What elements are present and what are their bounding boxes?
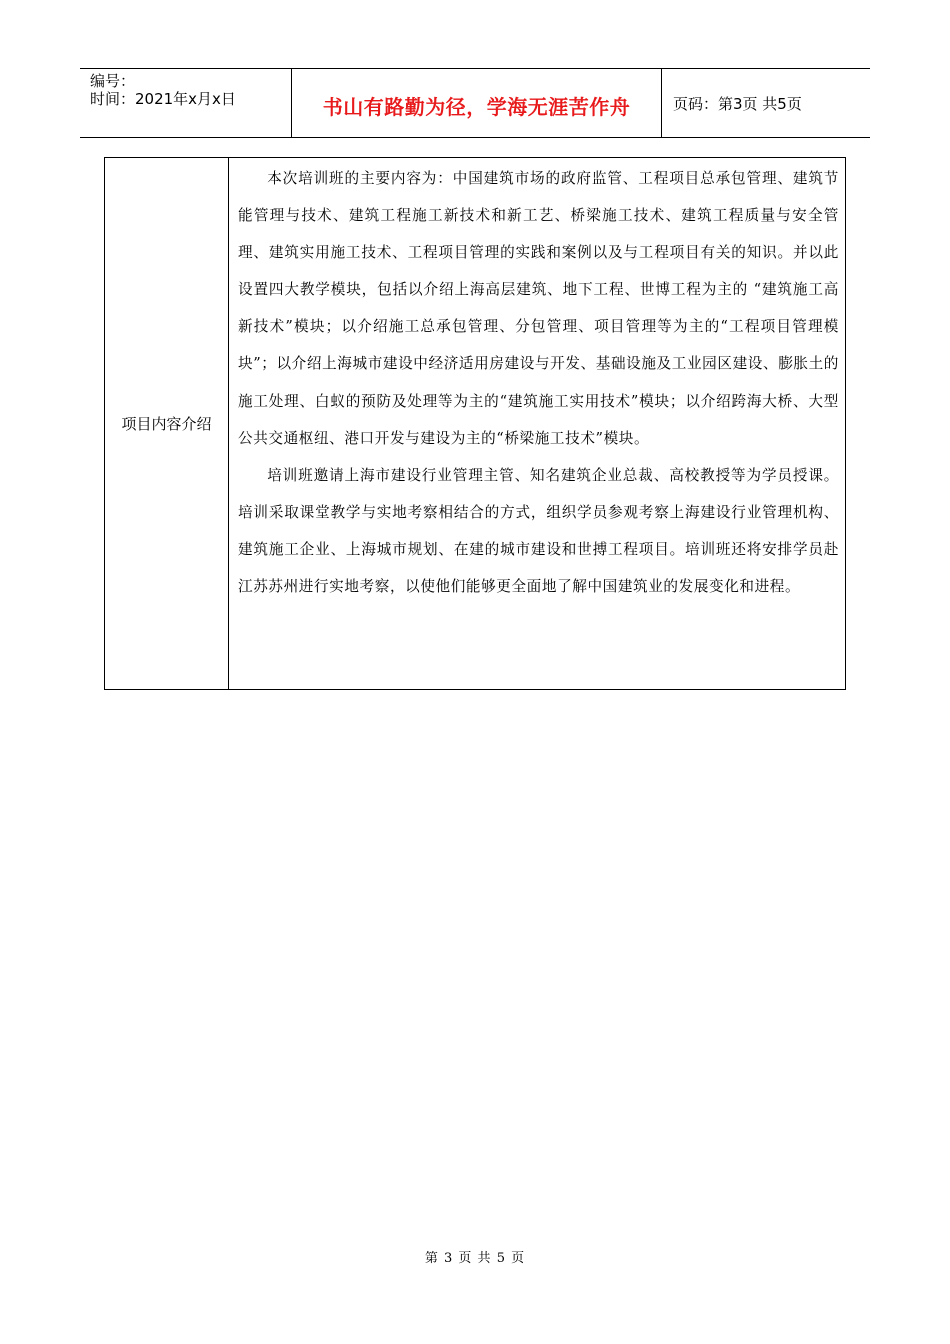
document-time-label: 时间：2021年x月x日 <box>90 90 236 108</box>
page-footer: 第 3 页 共 5 页 <box>424 1251 526 1266</box>
document-number-label: 编号： <box>90 72 136 90</box>
page-header <box>80 68 870 138</box>
content-paragraph: 本次培训班的主要内容为：中国建筑市场的政府监管、工程项目总承包管理、建筑节能管理与技术、建筑工程施工新技术和新工艺、桥梁施工技术、建筑工程质量与安全管理、建筑实用施工技术、工程项目管理的实践和案例以及与工程项目有关的知识。并以此设置四大教学模块，包括以介绍上海高层建筑、地下工程、世博工程为主的 “建筑施工高新技术”模块；以介绍施工总承包管理、分包管理、项目管理等为主的“工程项目管理模块”；以介绍上海城市建设中经济适用房建设与开发、基础设施及工业园区建设、膨胀土的施工处理、白蚁的预防及处理等为主的“建筑施工实用技术”模块；以介绍跨海大桥、大型公共交通枢纽、港口开发与建设为主的“桥梁施工技术”模块。 <box>238 170 839 447</box>
content-table <box>104 157 846 690</box>
header-meta <box>80 69 292 137</box>
header-motto: 书山有路勤为径，学海无涯苦作舟 <box>292 69 662 137</box>
row-label: 项目内容介绍 <box>105 158 229 689</box>
row-content <box>229 158 845 689</box>
content-paragraph: 培训班邀请上海市建设行业管理主管、知名建筑企业总裁、高校教授等为学员授课。培训采取课堂教学与实地考察相结合的方式，组织学员参观考察上海建设行业管理机构、建筑施工企业、上海城市规划、在建的城市建设和世搏工程项目。培训班还将安排学员赴江苏苏州进行实地考察，以使他们能够更全面地了解中国建筑业的发展变化和进程。 <box>238 466 839 596</box>
header-page-info: 页码：第3页 共5页 <box>673 94 802 113</box>
